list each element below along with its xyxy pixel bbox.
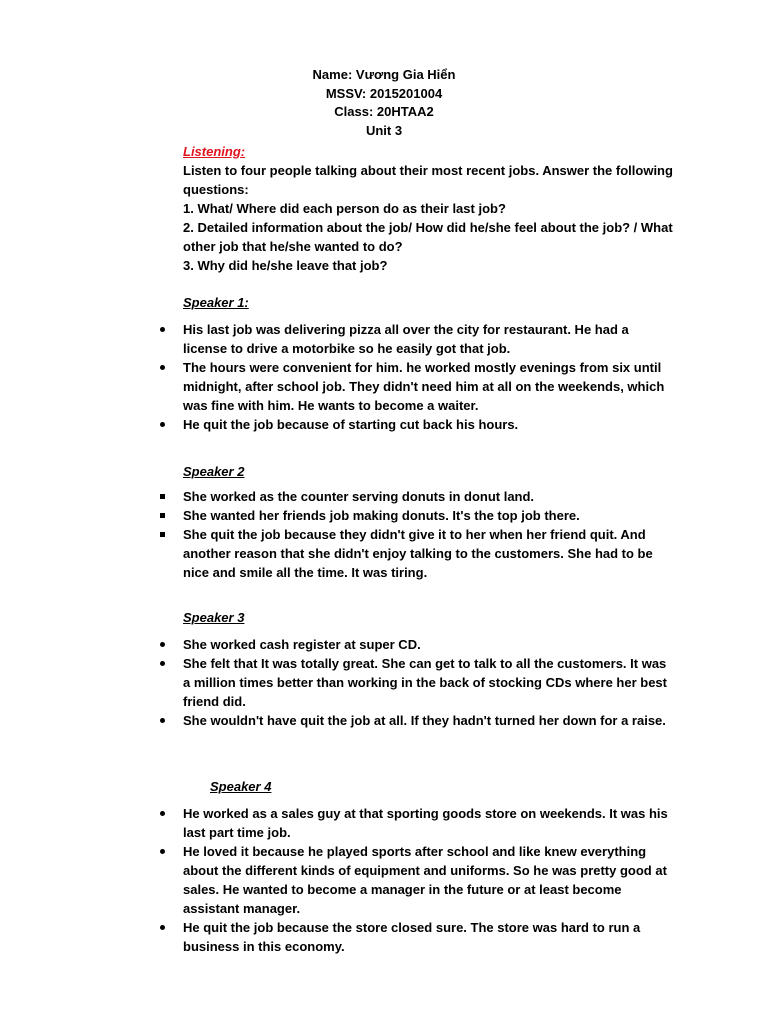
- list-item: He worked as a sales guy at that sporting goods store on weekends. It was his last part time job.: [183, 804, 673, 842]
- bullet-icon: [160, 494, 165, 499]
- list-item: She wanted her friends job making donuts. It's the top job there.: [183, 506, 673, 525]
- bullet-icon: [160, 642, 165, 647]
- list-item: He quit the job because the store closed sure. The store was hard to run a business in this economy.: [183, 918, 673, 956]
- question-2: 2. Detailed information about the job/ How did he/she feel about the job? / What other job that he/she wanted to do?: [183, 220, 673, 254]
- student-name: Name: Vương Gia Hiển: [312, 67, 456, 82]
- speaker-4-list: [183, 804, 673, 956]
- document-header: [0, 66, 768, 140]
- bullet-icon: [160, 365, 165, 370]
- bullet-icon: [160, 422, 165, 427]
- speaker-3-list: [183, 635, 673, 730]
- unit-title: Unit 3: [365, 122, 403, 138]
- list-item: The hours were convenient for him. he worked mostly evenings from six until midnight, after school job. They didn't need him at all on the weekends, which was fine with him. He wants to become a waiter.: [183, 358, 673, 415]
- bullet-icon: [160, 661, 165, 666]
- list-item: She worked cash register at super CD.: [183, 635, 673, 654]
- bullet-icon: [160, 513, 165, 518]
- speaker-3-heading: Speaker 3: [183, 610, 245, 625]
- speaker-1-heading: Speaker 1:: [183, 295, 249, 310]
- list-item: She felt that It was totally great. She can get to talk to all the customers. It was a million times better than working in the back of stocking CDs where her best friend did.: [183, 654, 673, 711]
- list-item: She quit the job because they didn't give it to her when her friend quit. And another reason that she didn't enjoy talking to the customers. She had to be nice and smile all the time. It was tiring.: [183, 525, 673, 582]
- list-item: She wouldn't have quit the job at all. If they hadn't turned her down for a raise.: [183, 711, 673, 730]
- speaker-2-section: [183, 462, 673, 481]
- bullet-icon: [160, 849, 165, 854]
- speaker-4-section: [210, 777, 700, 796]
- bullet-icon: [160, 718, 165, 723]
- listening-section: [183, 142, 673, 275]
- list-item: He quit the job because of starting cut back his hours.: [183, 415, 673, 434]
- speaker-3-section: [183, 608, 673, 627]
- list-item: He loved it because he played sports after school and like knew everything about the different kinds of equipment and uniforms. So he was pretty good at sales. He wanted to become a manager in the future or at least become assistant manager.: [183, 842, 673, 918]
- question-3: 3. Why did he/she leave that job?: [183, 258, 388, 273]
- list-item: She worked as the counter serving donuts in donut land.: [183, 487, 673, 506]
- speaker-4-heading: Speaker 4: [210, 779, 272, 794]
- bullet-icon: [160, 811, 165, 816]
- question-1: 1. What/ Where did each person do as their last job?: [183, 201, 506, 216]
- list-item: His last job was delivering pizza all over the city for restaurant. He had a license to drive a motorbike so he easily got that job.: [183, 320, 673, 358]
- student-mssv: MSSV: 2015201004: [325, 85, 443, 101]
- bullet-icon: [160, 327, 165, 332]
- speaker-1-list: [183, 320, 673, 434]
- listening-intro: Listen to four people talking about their most recent jobs. Answer the following questions:: [183, 163, 673, 197]
- speaker-2-list: [183, 487, 673, 582]
- listening-heading: Listening:: [183, 144, 246, 159]
- bullet-icon: [160, 925, 165, 930]
- bullet-icon: [160, 532, 165, 537]
- speaker-2-heading: Speaker 2: [183, 464, 245, 479]
- student-class: Class: 20HTAA2: [334, 104, 434, 120]
- speaker-1-section: [183, 293, 673, 312]
